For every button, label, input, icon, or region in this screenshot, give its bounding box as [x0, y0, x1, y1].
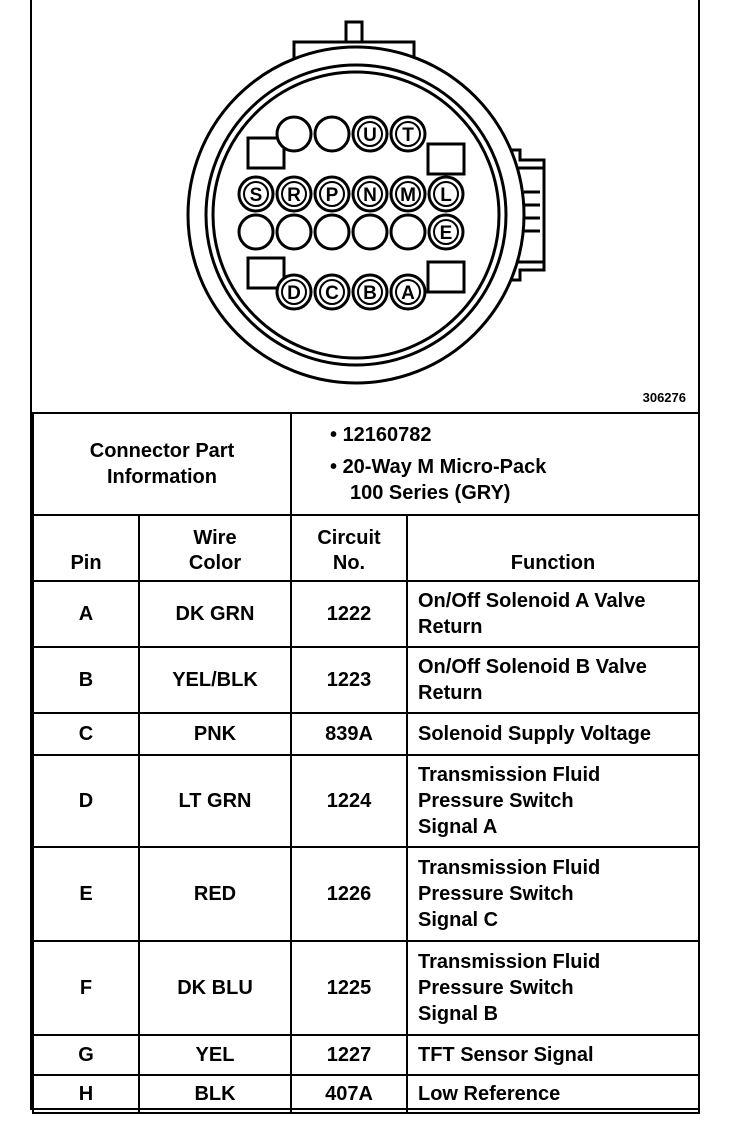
table-row	[33, 647, 699, 713]
connector-part-info-label: Connector Part Information	[33, 413, 291, 515]
pin-label: L	[440, 185, 452, 206]
function-cell	[407, 713, 699, 755]
table-row	[33, 847, 699, 941]
pin-cell: B	[33, 647, 139, 713]
pin-label: U	[363, 125, 377, 146]
pin-label: P	[325, 185, 339, 206]
pin-label: N	[363, 185, 377, 206]
pin-cavity	[315, 215, 349, 249]
pin-cell: F	[33, 941, 139, 1035]
function-text: On/Off Solenoid B Valve Return	[418, 656, 647, 704]
header-function: Function	[407, 515, 699, 581]
figure-id: 306276	[642, 390, 686, 405]
function-text: On/Off Solenoid A Valve Return	[418, 590, 646, 638]
table-row	[33, 1075, 699, 1113]
header-pin: Pin	[33, 515, 139, 581]
pinout-sheet	[30, 0, 700, 1110]
function-text: Transmission Fluid Pressure Switch Signal A	[418, 764, 601, 838]
function-cell	[407, 1035, 699, 1075]
pin-label: T	[402, 125, 414, 146]
table-row	[33, 941, 699, 1035]
function-cell	[407, 847, 699, 941]
connector-description: • 20-Way M Micro-Pack 100 Series (GRY)	[330, 456, 547, 504]
circuit-cell: 407A	[291, 1075, 407, 1113]
connector-part-info-values	[291, 413, 699, 515]
connector-face-drawing	[32, 0, 698, 412]
pin-cell: D	[33, 755, 139, 847]
pin-label: C	[325, 283, 339, 304]
connector-diagram	[32, 0, 698, 412]
function-text: Transmission Fluid Pressure Switch Signal C	[418, 857, 601, 931]
pin-cavity	[239, 215, 273, 249]
function-text: Solenoid Supply Voltage	[418, 723, 651, 745]
wire-color-cell: DK BLU	[139, 941, 291, 1035]
header-wire-color: Wire Color	[139, 515, 291, 581]
pin-cavity	[391, 215, 425, 249]
pin-label: A	[401, 283, 415, 304]
pin-label: D	[287, 283, 301, 304]
table-row	[33, 713, 699, 755]
pin-cavity	[353, 215, 387, 249]
circuit-cell: 1226	[291, 847, 407, 941]
wire-color-cell: BLK	[139, 1075, 291, 1113]
wire-color-cell: DK GRN	[139, 581, 291, 647]
function-cell	[407, 581, 699, 647]
circuit-cell: 1224	[291, 755, 407, 847]
circuit-cell: 1223	[291, 647, 407, 713]
circuit-cell: 1227	[291, 1035, 407, 1075]
pin-label: R	[287, 185, 301, 206]
function-cell	[407, 941, 699, 1035]
pin-label: B	[363, 283, 377, 304]
pin-label: S	[249, 185, 263, 206]
function-cell	[407, 1075, 699, 1113]
table-row	[33, 755, 699, 847]
pin-cell: G	[33, 1035, 139, 1075]
header-circuit: Circuit No.	[291, 515, 407, 581]
table-row	[33, 581, 699, 647]
pin-cell: C	[33, 713, 139, 755]
function-text: Transmission Fluid Pressure Switch Signal B	[418, 951, 601, 1025]
pin-cell: H	[33, 1075, 139, 1113]
function-text: TFT Sensor Signal	[418, 1044, 594, 1066]
wire-color-cell: YEL	[139, 1035, 291, 1075]
pin-cell: E	[33, 847, 139, 941]
circuit-cell: 839A	[291, 713, 407, 755]
pin-label: M	[400, 185, 416, 206]
pin-cell: A	[33, 581, 139, 647]
wire-color-cell: LT GRN	[139, 755, 291, 847]
pinout-table	[32, 412, 700, 1114]
wire-color-cell: PNK	[139, 713, 291, 755]
pin-cavity	[277, 215, 311, 249]
part-number: • 12160782	[330, 424, 432, 446]
circuit-cell: 1225	[291, 941, 407, 1035]
function-cell	[407, 755, 699, 847]
table-row	[33, 1035, 699, 1075]
pin-label: E	[439, 223, 453, 244]
function-text: Low Reference	[418, 1083, 561, 1105]
wire-color-cell: RED	[139, 847, 291, 941]
pin-cavity	[315, 117, 349, 151]
function-cell	[407, 647, 699, 713]
circuit-cell: 1222	[291, 581, 407, 647]
wire-color-cell: YEL/BLK	[139, 647, 291, 713]
pin-cavity	[277, 117, 311, 151]
